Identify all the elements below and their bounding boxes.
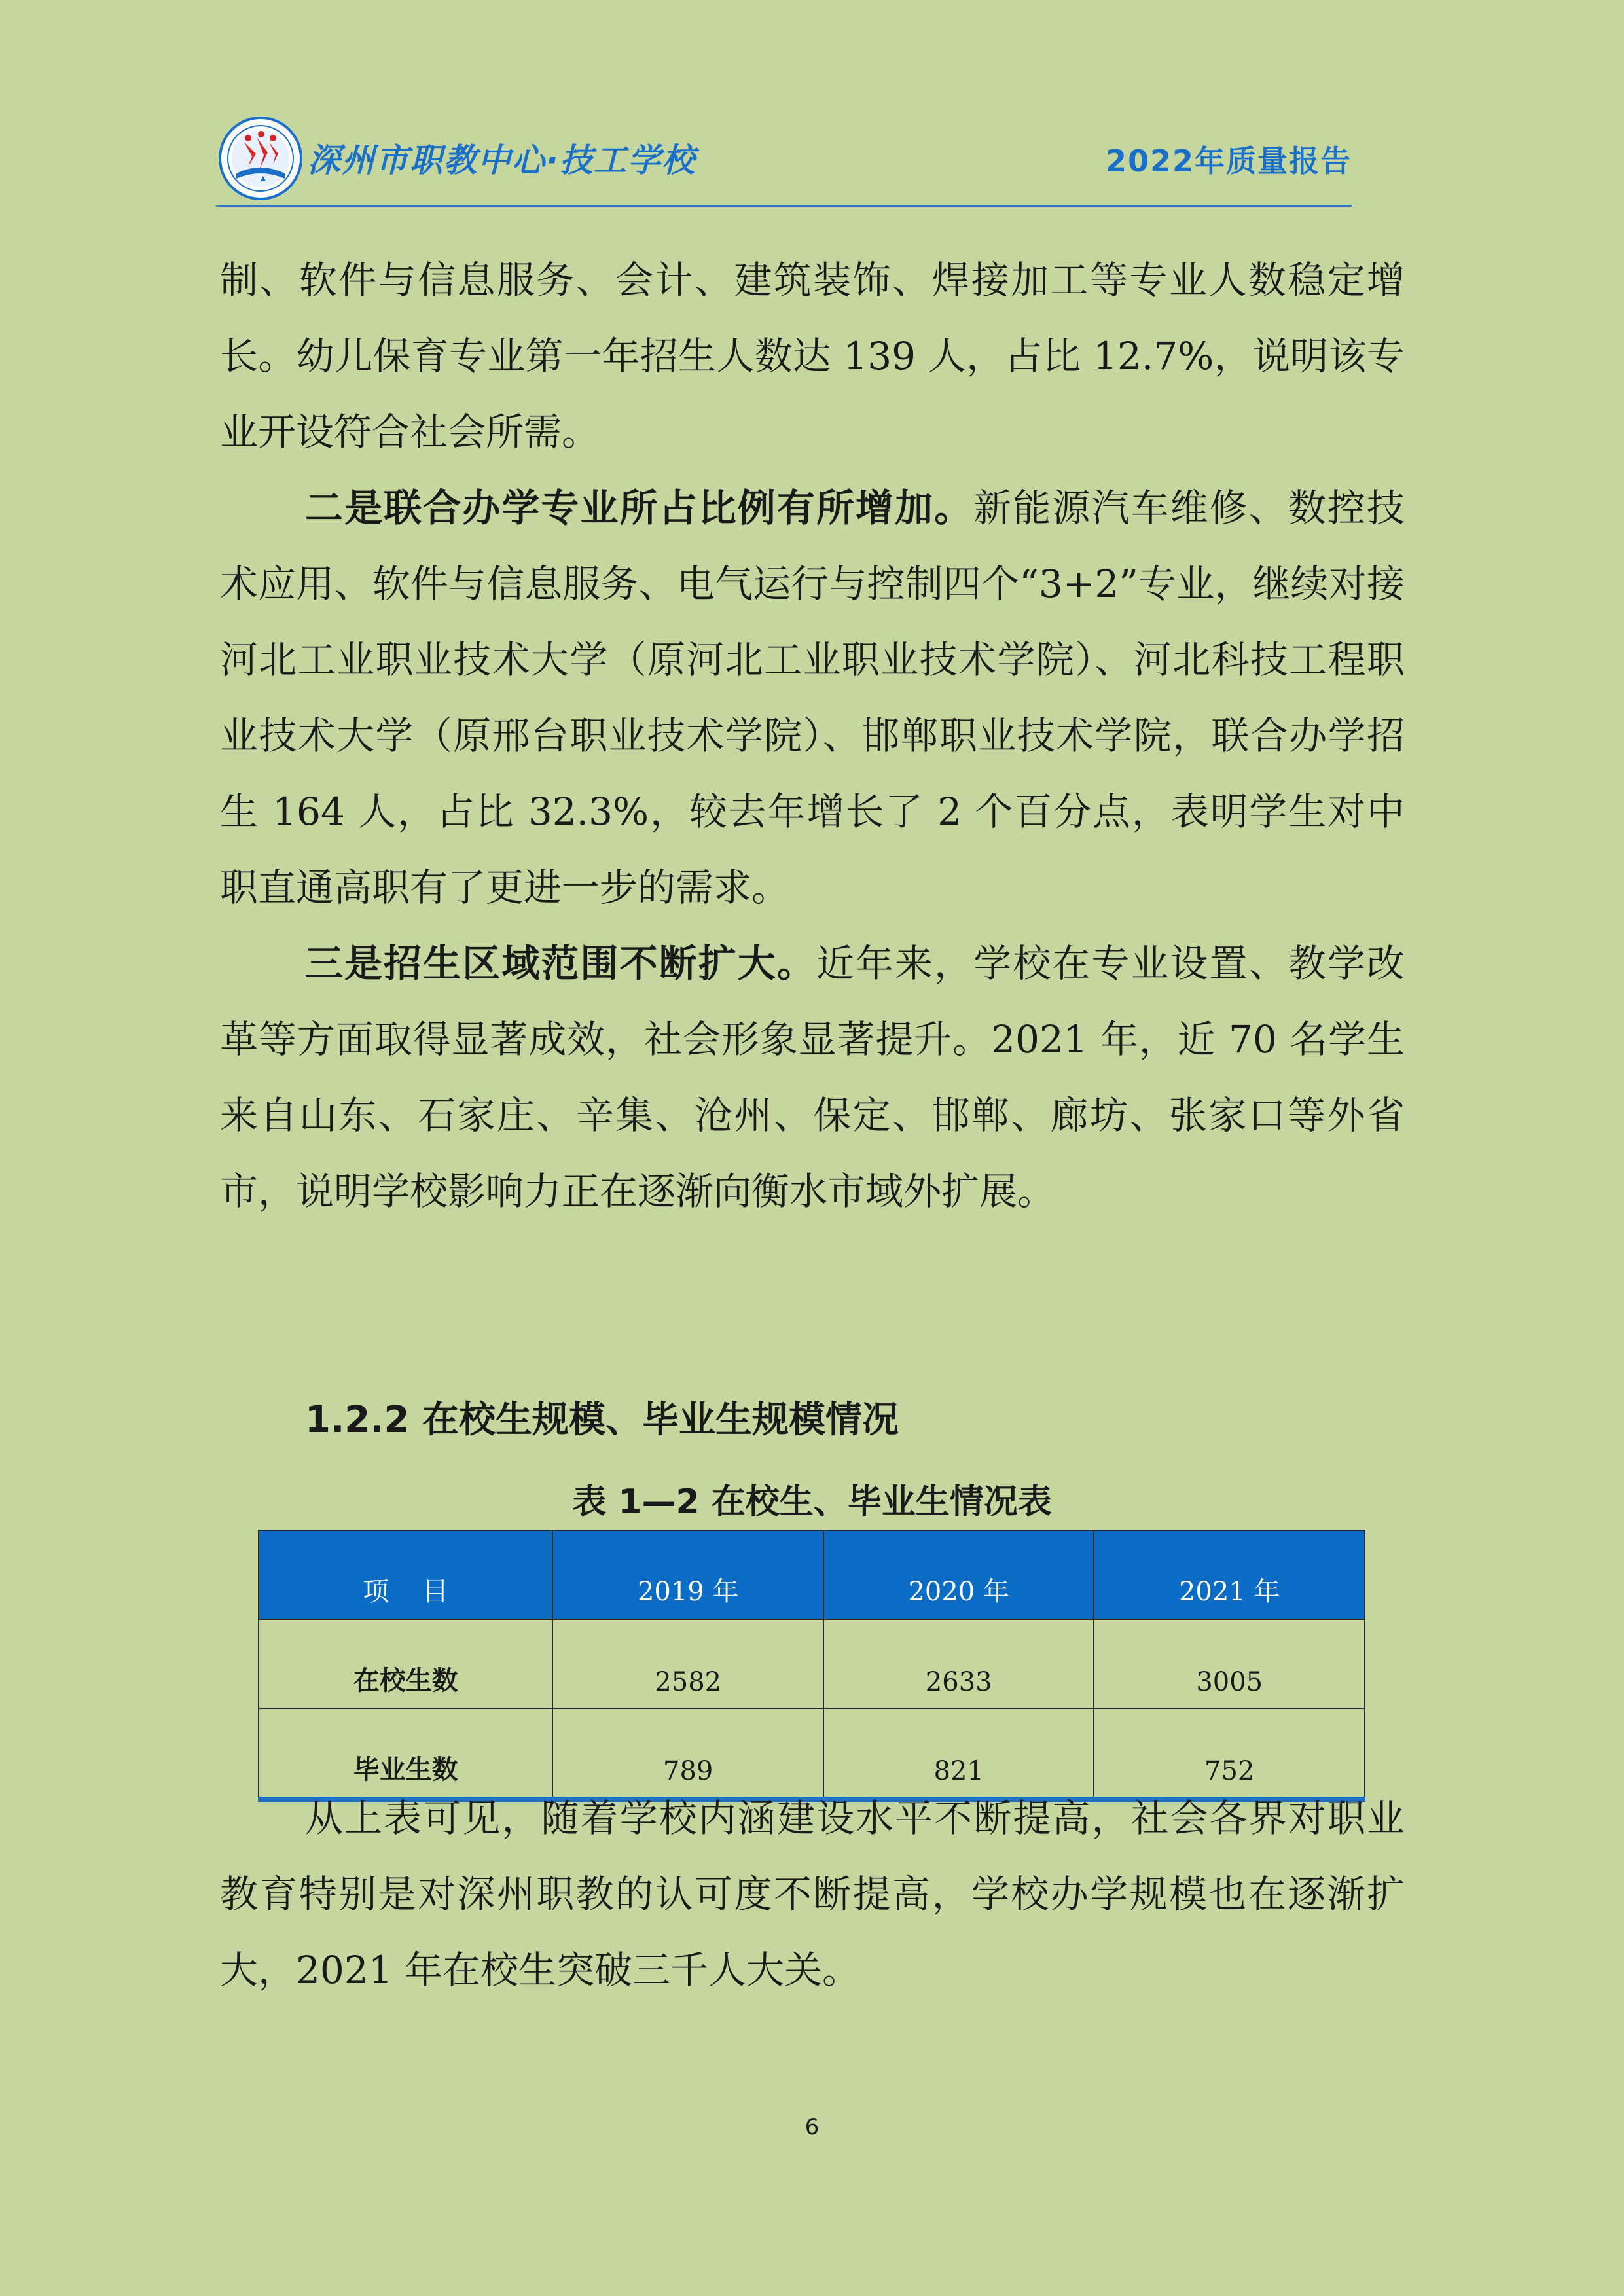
- body-text: [220, 242, 1405, 1229]
- report-title: 2022年质量报告: [1105, 143, 1352, 179]
- table-cell: 752: [1094, 1708, 1365, 1799]
- table-header-cell: 2021 年: [1094, 1530, 1365, 1619]
- paragraph-text: 新能源汽车维修、数控技术应用、软件与信息服务、电气运行与控制四个“3+2”专业，继续对接河北工业职业技术大学（原河北工业职业技术学院）、河北科技工程职业技术大学（原邢台职业技术学院）、邯郸职业技术学院，联合办学招生 164 人，占比 32.3%，较去年增长了 2 个百分点，表明学生对中职直通高职有了更进一步的需求。: [220, 486, 1405, 910]
- paragraph-lead: 二是联合办学专业所占比例有所增加。: [305, 486, 974, 530]
- table-header-cell: 2020 年: [823, 1530, 1094, 1619]
- table-cell: 789: [552, 1708, 823, 1799]
- table-header-cell: 2019 年: [552, 1530, 823, 1619]
- closing-paragraph: 从上表可见，随着学校内涵建设水平不断提高，社会各界对职业教育特别是对深州职教的认可度不断提高，学校办学规模也在逐渐扩大，2021 年在校生突破三千人大关。: [220, 1796, 1405, 1992]
- section-heading: 1.2.2 在校生规模、毕业生规模情况: [305, 1399, 899, 1441]
- paragraph-text: 制、软件与信息服务、会计、建筑装饰、焊接加工等专业人数稳定增长。幼儿保育专业第一年招生人数达 139 人，占比 12.7%，说明该专业开设符合社会所需。: [220, 258, 1405, 454]
- paragraph-joint-programs: [220, 470, 1405, 925]
- page-header: [216, 115, 1352, 206]
- table-cell: 2633: [823, 1619, 1094, 1708]
- table-caption: 表 1—2 在校生、毕业生情况表: [572, 1482, 1052, 1522]
- paragraph-lead: 三是招生区域范围不断扩大。: [305, 941, 816, 986]
- table-cell: 2582: [552, 1619, 823, 1708]
- paragraph-continuation: [220, 242, 1405, 470]
- paragraph-text: 近年来，学校在专业设置、教学改革等方面取得显著成效，社会形象显著提升。2021 年，近 70 名学生来自山东、石家庄、辛集、沧州、保定、邯郸、廊坊、张家口等外省市，说明学校影响力正在逐渐向衡水市域外扩展。: [220, 941, 1405, 1213]
- table-cell: 3005: [1094, 1619, 1365, 1708]
- table-row-label: 在校生数: [259, 1619, 552, 1708]
- page-number: 6: [804, 2114, 820, 2140]
- paragraph-enrollment-region: [220, 925, 1405, 1229]
- school-emblem-icon: [218, 116, 303, 201]
- table-cell: 821: [823, 1708, 1094, 1799]
- table-header-row: [259, 1530, 1365, 1619]
- table-row: [259, 1619, 1365, 1708]
- table-row-label: 毕业生数: [259, 1708, 552, 1799]
- table-header-cell: 项 目: [259, 1530, 552, 1619]
- header-divider: [216, 205, 1352, 207]
- student-table: [258, 1530, 1365, 1802]
- school-name: 深州市职教中心·技工学校: [308, 141, 696, 179]
- closing-text: [220, 1780, 1405, 2008]
